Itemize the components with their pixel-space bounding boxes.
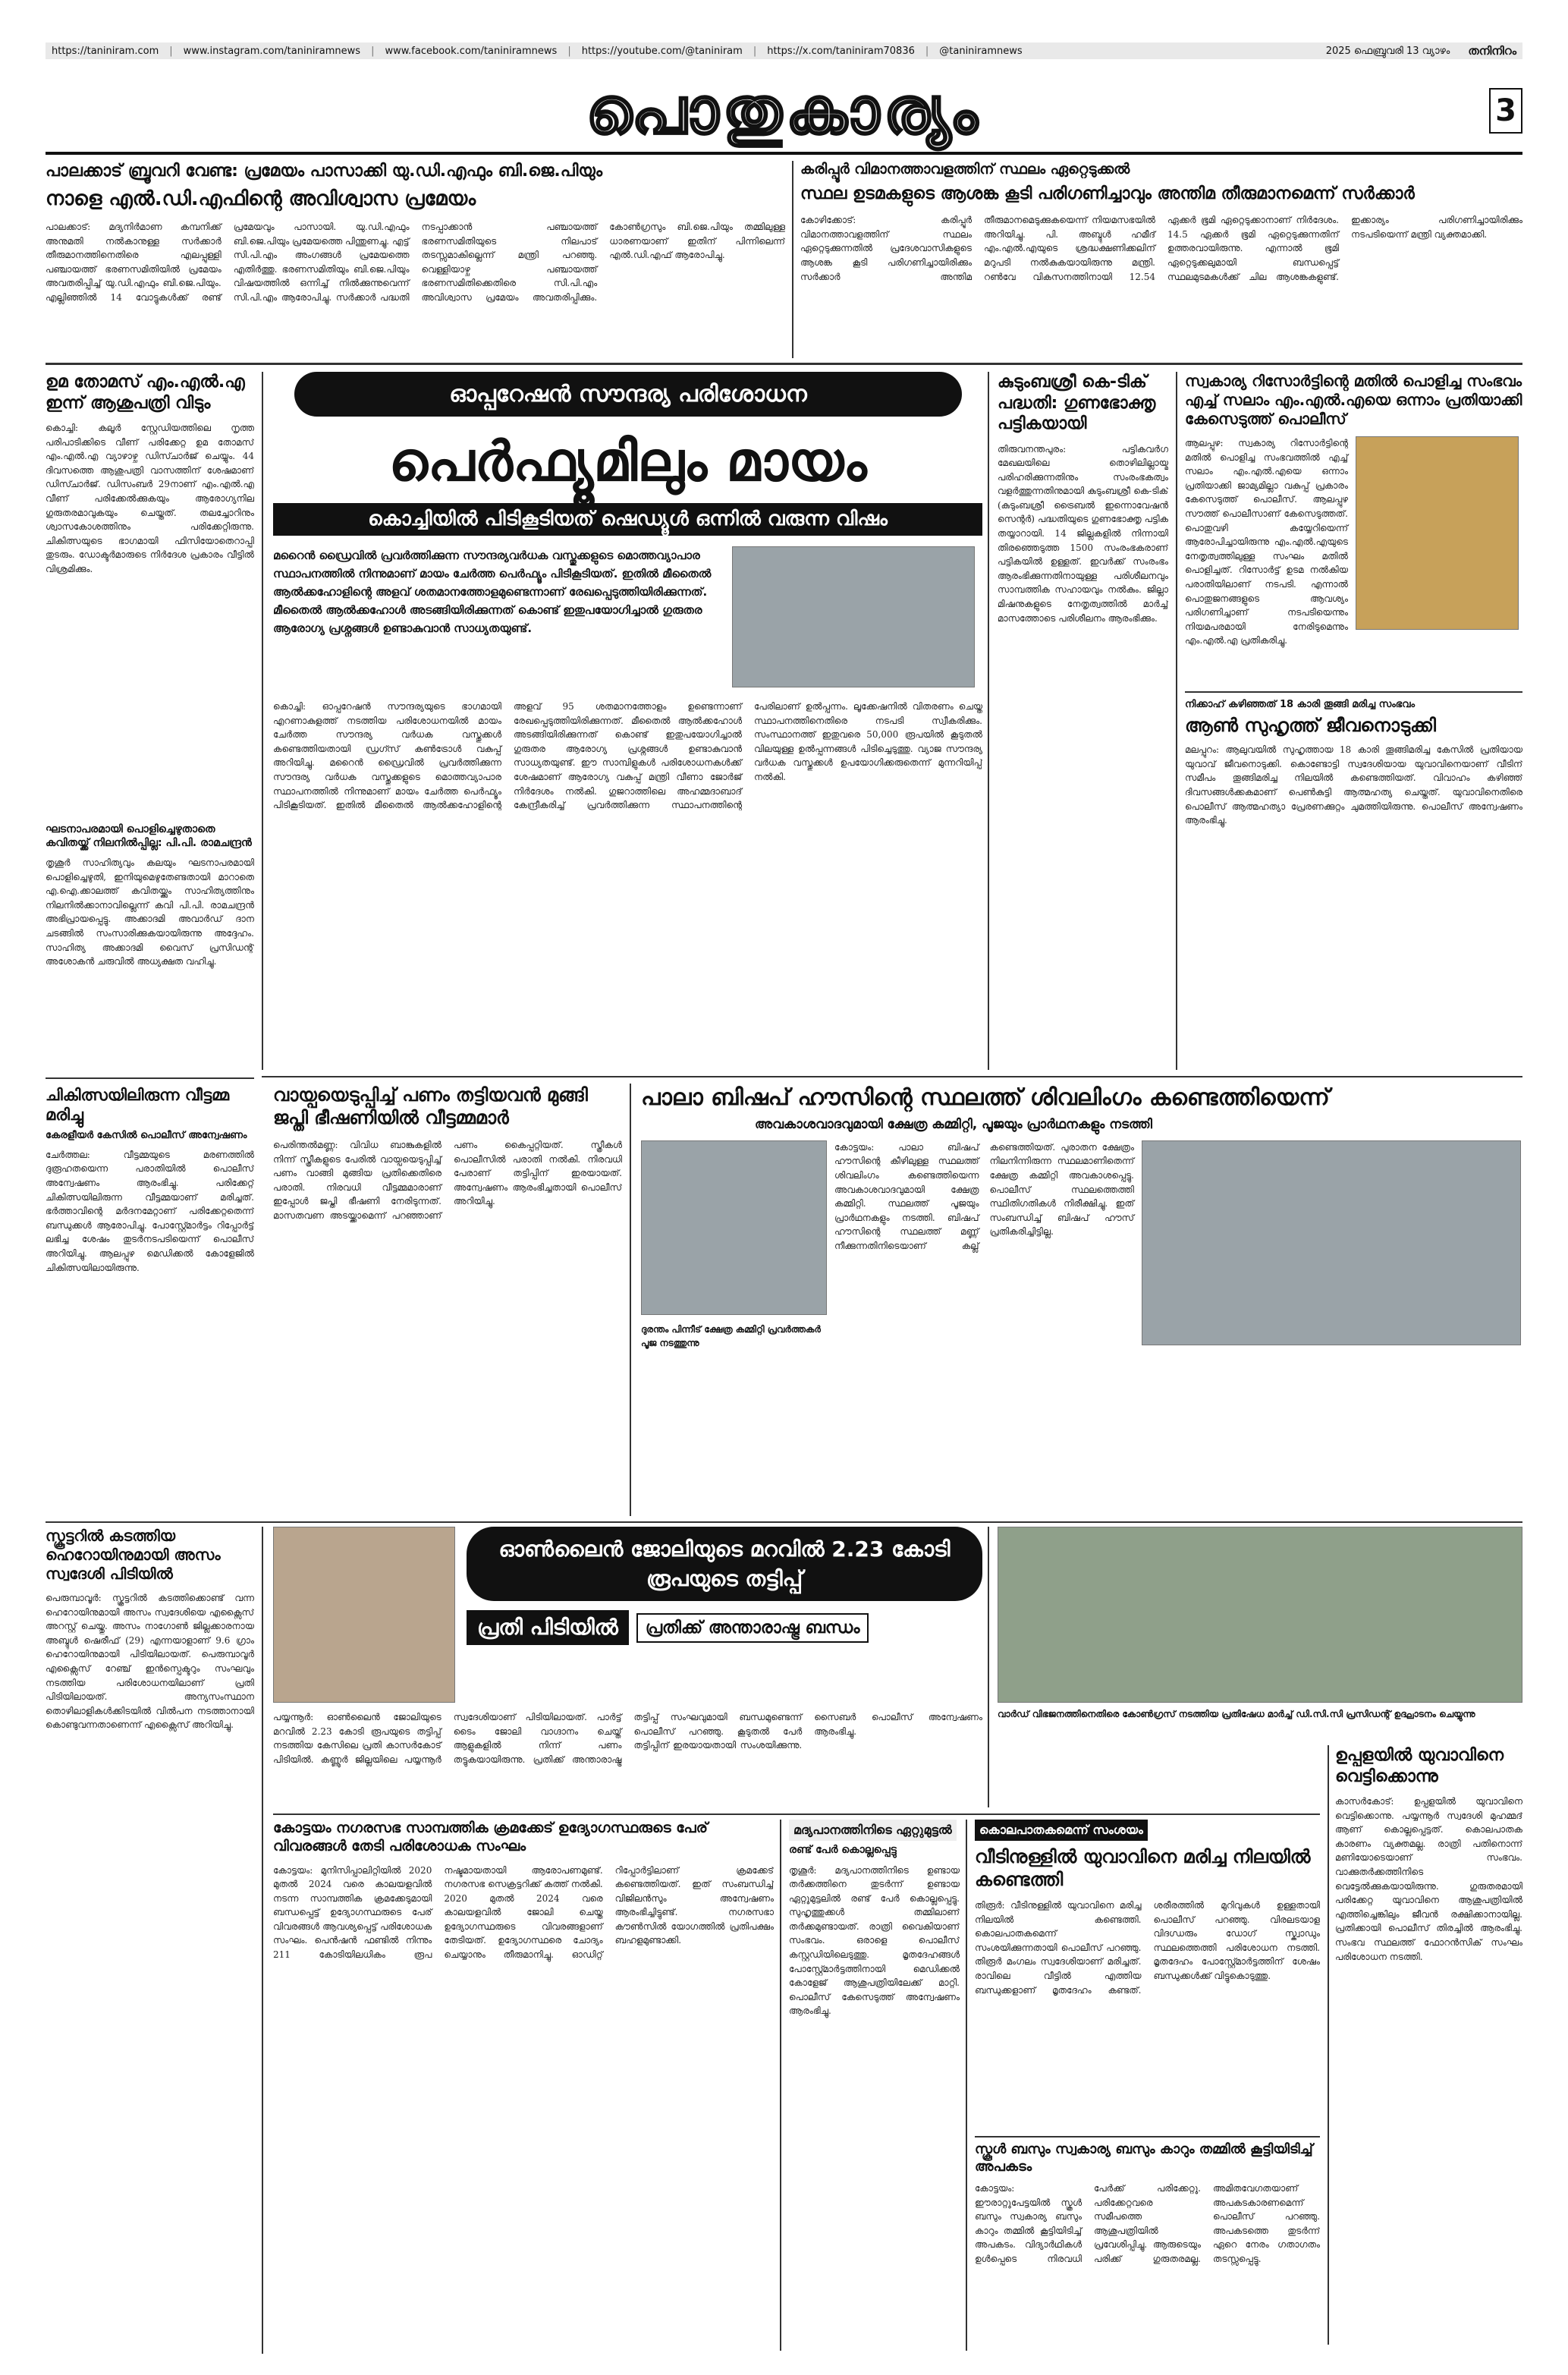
kicker: മദ്യപാനത്തിനിടെ ഏറ്റുമുട്ടൽ [789,1820,957,1841]
article-body: കോട്ടയം: മുനിസിപ്പാലിറ്റിയിൽ 2020 മുതൽ 2024 വരെ കാലയളവിൽ നടന്ന സാമ്പത്തിക ക്രമക്കേടുമായി ബന്ധപ്പെട്ട് ഉദ്യോഗസ്ഥരുടെ പേര് വിവരങ്ങൾ ആവശ്യപ്പെട്ട് പരിശോധക സംഘം. പെൻഷൻ ഫണ്ടിൽ നിന്നും 211 കോടിയിലധികം രൂപ നഷ്ടമായതായി ആരോപണമുണ്ട്. നഗരസഭ സെക്രട്ടറിക്ക് കത്ത് നൽകി. 2020 മുതൽ 2024 വരെ കാലയളവിൽ ജോലി ചെയ്ത ഉദ്യോഗസ്ഥരുടെ വിവരങ്ങളാണ് തേടിയത്. ഉദ്യോഗസ്ഥരെ ചോദ്യം ചെയ്യാനും തീരുമാനിച്ചു. ഓഡിറ്റ് റിപ്പോർട്ടിലാണ് ക്രമക്കേട് കണ്ടെത്തിയത്. ഇത് സംബന്ധിച്ച് വിജിലൻസും അന്വേഷണം ആരംഭിച്ചിട്ടുണ്ട്. നഗരസഭാ കൗൺസിൽ യോഗത്തിൽ പ്രതിപക്ഷം ബഹളമുണ്ടാക്കി. [273,1864,774,1961]
accused-caught-band: പ്രതി പിടിയിൽ [467,1610,629,1645]
youtube-link[interactable]: https://youtube.com/@taniniram [581,45,743,57]
lede-block [273,546,982,690]
headline: ചികിത്സയിലിരുന്ന വീട്ടമ്മ മരിച്ചു [46,1086,230,1125]
headline: സ്കൂട്ടറിൽ കടത്തിയ ഹെറോയിനുമായി അസം സ്വദേശി പിടിയിൽ [46,1527,221,1583]
column-divider [1328,1745,1329,2345]
article-body: കൊച്ചി: കലൂർ സ്റ്റേഡിയത്തിലെ നൃത്ത പരിപാടിക്കിടെ വീണ് പരിക്കേറ്റ ഉമ തോമസ് എം.എൽ.എ വ്യാഴാഴ്ച ഡിസ്ചാർജ് ചെയ്യും. 44 ദിവസത്തെ ആശുപത്രി വാസത്തിന് ശേഷമാണ് ഡിസ്ചാർജ്. ഡിസംബർ 29നാണ് എം.എൽ.എ വീണ് പരിക്കേൽക്കുകയും ആരോഗ്യനില ഗുരുതരമാവുകയും ചെയ്തത്. തലച്ചോറിനും ശ്വാസകോശത്തിനും പരിക്കേറ്റിരുന്നു. ചികിത്സയുടെ ഭാഗമായി ഫിസിയോതെറാപ്പി തുടരും. ഡോക്ടർമാരുടെ നിർദേശ പ്രകാരം വീട്ടിൽ വിശ്രമിക്കും. [46,423,254,574]
column-divider [780,1820,781,2351]
headline: ഉമ തോമസ് എം.എൽ.എ ഇന്ന് ആശുപത്രി വിടും [46,373,245,413]
headline: പാലാ ബിഷപ് ഹൗസിന്റെ സ്ഥലത്ത് ശിവലിംഗം കണ്ടെത്തിയെന്ന് [641,1084,1330,1111]
x-link[interactable]: https://x.com/taniniram70836 [767,45,915,57]
temple-committee-photo [1142,1140,1521,1345]
article-kudumbashree [998,372,1168,1070]
fraud-tags [467,1610,982,1645]
article-h-salam [1185,372,1522,1070]
row-divider [1185,691,1522,693]
article-body: പയ്യന്നൂർ: ഓൺലൈൻ ജോലിയുടെ മറവിൽ 2.23 കോടി രൂപയുടെ തട്ടിപ്പ് നടത്തിയ കേസിലെ പ്രതി കാസർകോട് പിടിയിൽ. കണ്ണൂർ ജില്ലയിലെ പയ്യന്നൂർ സ്വദേശിയാണ് പിടിയിലായത്. പാർട്ട് ടൈം ജോലി വാഗ്ദാനം ചെയ്ത് ആളുകളിൽ നിന്ന് പണം തട്ടുകയായിരുന്നു. പ്രതിക്ക് അന്താരാഷ്ട്ര തട്ടിപ്പ് സംഘവുമായി ബന്ധമുണ്ടെന്ന് പൊലീസ് പറഞ്ഞു. കൂടുതൽ പേർ തട്ടിപ്പിന് ഇരയായതായി സംശയിക്കുന്നു. സൈബർ പൊലീസ് അന്വേഷണം ആരംഭിച്ചു. [273,1712,982,1765]
headline: കുടുംബശ്രീ കെ-ടിക് പദ്ധതി: ഗുണഭോക്തൃ പട്ടികയായി [998,373,1156,433]
article-body: പാലക്കാട്: മദ്യനിർമാണ കമ്പനിക്ക് അനുമതി നൽകാനുള്ള സർക്കാർ തീരുമാനത്തിനെതിരെ എലപ്പുള്ളി പഞ്ചായത്ത് ഭരണസമിതിയിൽ പ്രമേയം അവതരിപ്പിച്ച് യു.ഡി.എഫും ബി.ജെ.പിയും. എല്ലിഞ്ഞിൽ 14 വോട്ടുകൾക്ക് രണ്ട് പ്രമേയവും പാസായി. യു.ഡി.എഫും ബി.ജെ.പിയും പ്രമേയത്തെ പിന്തുണച്ചു. എട്ട് സി.പി.എം അംഗങ്ങൾ പ്രമേയത്തെ എതിർത്തു. ഭരണസമിതിയും ബി.ജെ.പിയും വിഷയത്തിൽ ഒന്നിച്ച് നിൽക്കുന്നുവെന്ന് സി.പി.എം ആരോപിച്ചു. സർക്കാർ പദ്ധതി നടപ്പാക്കാൻ പഞ്ചായത്ത് ഭരണസമിതിയുടെ നിലപാട് തടസ്സമാകില്ലെന്ന് മന്ത്രി പറഞ്ഞു. വെള്ളിയാഴ്ച പഞ്ചായത്ത് ഭരണസമിതിക്കെതിരെ സി.പി.എം അവിശ്വാസ പ്രമേയം അവതരിപ്പിക്കും. കോൺഗ്രസും ബി.ജെ.പിയും തമ്മിലുള്ള ധാരണയാണ് ഇതിന് പിന്നിലെന്ന് എൽ.ഡി.എഫ് ആരോപിച്ചു. [46,222,785,303]
kicker: കൊലപാതകമെന്ന് സംശയം [975,1820,1148,1841]
protest-photo-block [998,1527,1522,1747]
article-pala-bishop-house [641,1084,1522,1516]
row-divider [262,1076,1522,1077]
article-house-death [975,1820,1320,2131]
sub-body: മലപ്പുറം: ആലുവയിൽ സുഹൃത്തായ 18 കാരി തൂങ്ങിമരിച്ച കേസിൽ പ്രതിയായ യുവാവ് ജീവനൊടുക്കി. കൊണ്ടോട്ടി സ്വദേശിയായ യുവാവിനെയാണ് വീടിന് സമീപം തൂങ്ങിമരിച്ച നിലയിൽ കണ്ടെത്തിയത്. വിവാഹം കഴിഞ്ഞ് ദിവസങ്ങൾക്കകമാണ് പെൺകുട്ടി ആത്മഹത്യ ചെയ്തത്. യുവാവിനെതിരെ പൊലീസ് ആത്മഹത്യാ പ്രേരണക്കുറ്റം ചുമത്തിയിരുന്നു. പൊലീസ് അന്വേഷണം ആരംഭിച്ചു. [1185,744,1522,826]
article-uppala [1335,1745,1522,2345]
row-divider [46,1521,1522,1523]
article-uma-thomas [46,372,254,1070]
facebook-link[interactable]: www.facebook.com/taniniramnews [385,45,558,57]
intl-link-tag: പ്രതിക്ക് അന്താരാഷ്ട്ര ബന്ധം [636,1613,869,1644]
article-scooter-heroin [46,1527,254,2354]
column-divider [1176,372,1177,1070]
headline: വായ്പയെടുപ്പിച്ച് പണം തട്ടിയവൻ മുങ്ങി ജപ്തി ഭീഷണിയിൽ വീട്ടമ്മമാർ [273,1084,588,1128]
headline: വീടിനുള്ളിൽ യുവാവിനെ മരിച്ച നിലയിൽ കണ്ടെത്തി [975,1846,1311,1890]
article-body: കോട്ടയം: പാലാ ബിഷപ് ഹൗസിന്റെ കീഴിലുള്ള സ്ഥലത്ത് ശിവലിംഗം കണ്ടെത്തിയെന്ന അവകാശവാദവുമായി ക്ഷേത്ര കമ്മിറ്റി. സ്ഥലത്ത് പൂജയും പ്രാർഥനകളും നടത്തി. ബിഷപ് ഹൗസിന്റെ സ്ഥലത്ത് മണ്ണ് നീക്കുന്നതിനിടെയാണ് കല്ല് കണ്ടെത്തിയത്. പുരാതന ക്ഷേത്രം നിലനിന്നിരുന്ന സ്ഥലമാണിതെന്ന് ക്ഷേത്ര കമ്മിറ്റി അവകാശപ്പെട്ടു. പൊലീസ് സ്ഥലത്തെത്തി സ്ഥിതിഗതികൾ നിരീക്ഷിച്ചു. ഇത് സംബന്ധിച്ച് ബിഷപ് ഹൗസ് പ്രതികരിച്ചിട്ടില്ല. [834,1141,1134,1251]
article-body: തൃശൂർ: മദ്യപാനത്തിനിടെ ഉണ്ടായ തർക്കത്തിനെ തുടർന്ന് ഉണ്ടായ ഏറ്റുമുട്ടലിൽ രണ്ട് പേർ കൊല്ലപ്പെട്ടു. സുഹൃത്തുക്കൾ തമ്മിലാണ് തർക്കമുണ്ടായത്. രാത്രി വൈകിയാണ് സംഭവം. ഒരാളെ പൊലീസ് കസ്റ്റഡിയിലെടുത്തു. മൃതദേഹങ്ങൾ പോസ്റ്റ്മോർട്ടത്തിനായി മെഡിക്കൽ കോളേജ് ആശുപത്രിയിലേക്ക് മാറ്റി. പൊലീസ് കേസെടുത്ത് അന്വേഷണം ആരംഭിച്ചു. [789,1864,960,2017]
section-title: പൊതുകാര്യം [586,73,982,148]
article-liquor-clash [789,1820,960,2351]
headline: പെർഫ്യൂമിലും മായം [388,429,867,493]
photo-caption: വാർഡ് വിഭജനത്തിനെതിരെ കോൺഗ്രസ് നടത്തിയ പ്രതിഷേധ മാർച്ച് ഡി.സി.സി പ്രസിഡന്റ് ഉദ്ഘാടനം ചെയ്യുന്നു [998,1709,1475,1719]
sub-headline: ആൺ സുഹൃത്ത് ജീവനൊടുക്കി [1185,715,1436,737]
row-divider [975,2136,1320,2138]
article-bus-accident [975,2141,1320,2351]
subheadline: കേരളീയർ കേസിൽ പൊലീസ് അന്വേഷണം [46,1129,247,1141]
headline: സ്വകാര്യ റിസോർട്ടിന്റെ മതിൽ പൊളിച്ച സംഭവം എച്ച് സലാം എം.എൽ.എയെ ഒന്നാം പ്രതിയാക്കി കേസെടുത്ത് പൊലീസ് [1185,372,1522,428]
column-divider [262,1527,263,2354]
shivalingam-photo [641,1140,827,1315]
photo-caption: ദുരന്തം പിന്നീട് ക്ഷേത്ര കമ്മിറ്റി പ്രവർത്തകർ പൂജ നടത്തുന്നു [641,1323,821,1348]
separator: | [169,45,173,57]
social-bar [46,42,1522,59]
article-body: പെരുമ്പാവൂർ: സ്കൂട്ടറിൽ കടത്തിക്കൊണ്ട് വന്ന ഹെറോയിനുമായി അസം സ്വദേശിയെ എക്സൈസ് അറസ്റ്റ് ചെയ്തു. അസം നാഗോൺ ജില്ലക്കാരനായ അബ്ദുൾ ഷെരീഫ് (29) എന്നയാളാണ് 9.6 ഗ്രാം ഹെറോയിനുമായി പിടിയിലായത്. പെരുമ്പാവൂർ എക്സൈസ് റേഞ്ച് ഇൻസ്പെക്ടറും സംഘവും നടത്തിയ പരിശോധനയിലാണ് പ്രതി പിടിയിലായത്. അന്യസംസ്ഥാന തൊഴിലാളികൾക്കിടയിൽ വിൽപന നടത്താനായി കൊണ്ടുവന്നതാണെന്ന് എക്സൈസ് അറിയിച്ചു. [46,1593,254,1731]
article-palakkad [46,161,785,358]
article-karipur [800,161,1522,358]
threads-link[interactable]: @taniniramnews [939,45,1023,57]
headline: ഉപ്പളയിൽ യുവാവിനെ വെട്ടിക്കൊന്നു [1335,1746,1504,1786]
column-divider [988,1527,989,1807]
subheadline: ഘടനാപരമായി പൊളിച്ചെഴുതാതെ കവിതയ്ക്ക് നിലനിൽപ്പില്ല: പി.പി. രാമചന്ദ്രൻ [46,823,252,849]
separator: | [753,45,757,57]
article-body: തിരൂർ: വീടിനുള്ളിൽ യുവാവിനെ മരിച്ച നിലയിൽ കണ്ടെത്തി. കൊലപാതകമെന്ന് സംശയിക്കുന്നതായി പൊലീസ് പറഞ്ഞു. തിരൂർ മംഗലം സ്വദേശിയാണ് മരിച്ചത്. രാവിലെ വീട്ടിൽ എത്തിയ ബന്ധുക്കളാണ് മൃതദേഹം കണ്ടത്. ശരീരത്തിൽ മുറിവുകൾ ഉള്ളതായി പൊലീസ് പറഞ്ഞു. വിരലടയാള വിദഗ്ധരും ഡോഗ് സ്ക്വാഡും സ്ഥലത്തെത്തി പരിശോധന നടത്തി. മൃതദേഹം പോസ്റ്റ്മോർട്ടത്തിന് ശേഷം ബന്ധുക്കൾക്ക് വിട്ടുകൊടുത്തു. [975,1900,1320,1996]
subheadline: അവകാശവാദവുമായി ക്ഷേത്ര കമ്മിറ്റി, പൂജയും പ്രാർഥനകളും നടത്തി [755,1116,1152,1132]
row-divider [46,363,1522,365]
headline: കോട്ടയം നഗരസഭ സാമ്പത്തിക ക്രമക്കേട് ഉദ്യോഗസ്ഥരുടെ പേര് വിവരങ്ങൾ തേടി പരിശോധക സംഘം [273,1820,708,1854]
column-divider [966,1820,967,2351]
headline: സ്കൂൾ ബസും സ്വകാര്യ ബസും കാറും തമ്മിൽ കൂട്ടിയിടിച്ച് അപകടം [975,2141,1313,2175]
salam-block [1185,436,1522,687]
fraud-head [467,1527,982,1645]
article-body: ആലപ്പുഴ: സ്വകാര്യ റിസോർട്ടിന്റെ മതിൽ പൊളിച്ച സംഭവത്തിൽ എച്ച് സലാം എം.എൽ.എയെ ഒന്നാം പ്രതിയാക്കി ജാമ്യമില്ലാ വകുപ്പ് പ്രകാരം കേസെടുത്ത് പൊലീസ്. ആലപ്പുഴ സൗത്ത് പൊലീസാണ് കേസെടുത്തത്. പൊതുവഴി കയ്യേറിയെന്ന് ആരോപിച്ചായിരുന്നു എം.എൽ.എയുടെ നേതൃത്വത്തിലുള്ള സംഘം മതിൽ പൊളിച്ചത്. റിസോർട്ട് ഉടമ നൽകിയ പരാതിയിലാണ് നടപടി. എന്നാൽ പൊതുജനങ്ങളുടെ ആവശ്യം പരിഗണിച്ചാണ് നടപടിയെന്നും നിയമപരമായി നേരിടുമെന്നും എം.എൽ.എ പ്രതികരിച്ചു. [1185,438,1348,646]
article-body: കോഴിക്കോട്: കരിപ്പൂർ വിമാനത്താവളത്തിന് സ്ഥലം ഏറ്റെടുക്കുന്നതിൽ പ്രദേശവാസികളുടെ ആശങ്ക കൂടി പരിഗണിച്ചായിരിക്കും സർക്കാർ അന്തിമ തീരുമാനമെടുക്കുകയെന്ന് നിയമസഭയിൽ അറിയിച്ചു. പി. അബ്ദുൾ ഹമീദ് എം.എൽ.എയുടെ ശ്രദ്ധക്ഷണിക്കലിന് മറുപടി നൽകുകയായിരുന്നു മന്ത്രി. റൺവേ വികസനത്തിനായി 12.54 ഏക്കർ ഭൂമി ഏറ്റെടുക്കാനാണ് നിർദേശം. 14.5 ഏക്കർ ഭൂമി ഏറ്റെടുക്കുന്നതിന് ഉത്തരവായിരുന്നു. എന്നാൽ ഭൂമി ഏറ്റെടുക്കലുമായി ബന്ധപ്പെട്ട് സ്ഥലമുടമകൾക്ക് ചില ആശങ്കകളുണ്ട്. ഇക്കാര്യം പരിഗണിച്ചായിരിക്കും നടപടിയെന്ന് മന്ത്രി വ്യക്തമാക്കി. [800,215,1522,282]
separator: | [371,45,375,57]
headline-2: സ്ഥല ഉടമകളുടെ ആശങ്ക കൂടി പരിഗണിച്ചാവും അന്തിമ തീരുമാനമെന്ന് സർക്കാർ [800,184,1415,203]
article-body: കോട്ടയം: ഈരാറ്റുപേട്ടയിൽ സ്കൂൾ ബസും സ്വകാര്യ ബസും കാറും തമ്മിൽ കൂട്ടിയിടിച്ച് അപകടം. വിദ്യാർഥികൾ ഉൾപ്പെടെ നിരവധി പേർക്ക് പരിക്കേറ്റു. പരിക്കേറ്റവരെ സമീപത്തെ ആശുപത്രിയിൽ പ്രവേശിപ്പിച്ചു. ആരുടെയും പരിക്ക് ഗുരുതരമല്ല. അമിതവേഗതയാണ് അപകടകാരണമെന്ന് പൊലീസ് പറഞ്ഞു. അപകടത്തെ തുടർന്ന് ഏറെ നേരം ഗതാഗതം തടസ്സപ്പെട്ടു. [975,2183,1320,2264]
brand-logo: തനിനിറം [1468,44,1516,58]
pala-content [641,1140,1522,1505]
mla-portrait-photo [1356,436,1519,630]
sub-kicker: നിക്കാഹ് കഴിഞ്ഞത് 18 കാരി തൂങ്ങി മരിച്ച സംഭവം [1185,699,1416,710]
protest-march-photo [998,1527,1522,1703]
issue-date: 2025 ഫെബ്രുവരി 13 വ്യാഴം [1325,45,1450,57]
sub-banner: കൊച്ചിയിൽ പിടികൂടിയത് ഷെഡ്യൂൾ ഒന്നിൽ വരുന്ന വിഷം [273,503,982,536]
section-masthead [46,73,1522,149]
row-divider [273,1813,1320,1815]
separator: | [925,45,929,57]
section-banner: ഓപ്പറേഷൻ സൗന്ദര്യ പരിശോധന [294,372,962,417]
masthead-rule [46,152,1522,155]
article-loan [273,1084,622,1516]
article-body: ചേർത്തല: വീട്ടമ്മയുടെ മരണത്തിൽ ദുരൂഹതയെന്ന പരാതിയിൽ പൊലീസ് അന്വേഷണം ആരംഭിച്ചു. പരിക്കേറ്റ് ചികിത്സയിലിരുന്ന വീട്ടമ്മയാണ് മരിച്ചത്. ഭർത്താവിന്റെ മർദനമേറ്റാണ് പരിക്കേറ്റതെന്ന് ബന്ധുക്കൾ ആരോപിച്ചു. പോസ്റ്റ്മോർട്ടം റിപ്പോർട്ട് ലഭിച്ച ശേഷം തുടർനടപടിയെന്ന് പൊലീസ് അറിയിച്ചു. ആലപ്പുഴ മെഡിക്കൽ കോളേജിൽ ചികിത്സയിലായിരുന്നു. [46,1149,254,1273]
article-body: തിരുവനന്തപുരം: പട്ടികവർഗ മേഖലയിലെ തൊഴിലില്ലായ്മ പരിഹരിക്കുന്നതിനും സംരംഭകത്വം വളർത്തുന്നതിനുമായി കുടുംബശ്രീ കെ-ടിക് (കുടുംബശ്രീ ട്രൈബൽ ഇന്നൊവേഷൻ സെന്റർ) പദ്ധതിയുടെ ഗുണഭോക്തൃ പട്ടിക തയ്യാറായി. 14 ജില്ലകളിൽ നിന്നായി തിരഞ്ഞെടുത്ത 1500 സംരംഭകരാണ് പട്ടികയിൽ ഉള്ളത്. ഇവർക്ക് സംരംഭം ആരംഭിക്കുന്നതിനായുള്ള പരിശീലനവും സാമ്പത്തിക സഹായവും നൽകും. ജില്ലാ മിഷനുകളുടെ നേതൃത്വത്തിൽ മാർച്ച് മാസത്തോടെ പരിശീലനം ആരംഭിക്കും. [998,443,1168,624]
article-online-fraud [273,1527,982,1807]
row-divider [46,1077,254,1079]
column-divider [262,372,263,1070]
website-link[interactable]: https://taniniram.com [52,45,159,57]
column-divider [630,1084,631,1516]
article-operation-perfume [273,372,982,1070]
headline: കരിപ്പൂർ വിമാനത്താവളത്തിന് സ്ഥലം ഏറ്റെടുക്കൽ [800,161,1130,178]
column-divider [792,161,793,358]
headline-banner: ഓൺലൈൻ ജോലിയുടെ മറവിൽ 2.23 കോടി രൂപയുടെ തട്ടിപ്പ് [467,1527,982,1601]
page-number: 3 [1489,88,1522,134]
headline: പാലക്കാട് ബ്രൂവറി വേണ്ട: പ്രമേയം പാസാക്കി യു.ഡി.എഫും ബി.ജെ.പിയും [46,162,603,181]
article-kottayam [273,1820,774,2351]
article-body: പെരിന്തൽമണ്ണ: വിവിധ ബാങ്കുകളിൽ നിന്ന് സ്ത്രീകളുടെ പേരിൽ വായ്പയെടുപ്പിച്ച് പണം വാങ്ങി മുങ്ങിയ പ്രതിക്കെതിരെ പരാതി. നിരവധി വീട്ടമ്മമാരാണ് ഇപ്പോൾ ജപ്തി ഭീഷണി നേരിടുന്നത്. മാസതവണ അടയ്ക്കാമെന്ന് പറഞ്ഞാണ് പണം കൈപ്പറ്റിയത്. സ്ത്രീകൾ പൊലീസിൽ പരാതി നൽകി. നിരവധി പേരാണ് തട്ടിപ്പിന് ഇരയായത്. അന്വേഷണം ആരംഭിച്ചതായി പൊലീസ് അറിയിച്ചു. [273,1140,622,1221]
headline: രണ്ട് പേർ കൊല്ലപ്പെട്ടു [789,1844,897,1856]
article-body: കൊച്ചി: ഓപ്പറേഷൻ സൗന്ദര്യയുടെ ഭാഗമായി എറണാകുളത്ത് നടത്തിയ പരിശോധനയിൽ മായം ചേർത്ത സൗന്ദര്യ വർധക വസ്തുക്കൾ കണ്ടെത്തിയതായി ഡ്രഗ്സ് കൺട്രോൾ വകുപ്പ് അറിയിച്ചു. മറൈൻ ഡ്രൈവിൽ പ്രവർത്തിക്കുന്ന സൗന്ദര്യ വർധക വസ്തുക്കളുടെ മൊത്തവ്യാപാര സ്ഥാപനത്തിൽ നിന്നുമാണ് മായം ചേർത്ത പെർഫ്യൂം പിടികൂടിയത്. ഇതിൽ മീതൈൽ ആൽക്കഹോളിന്റെ അളവ് 95 ശതമാനത്തോളം ഉണ്ടെന്നാണ് രേഖപ്പെടുത്തിയിരിക്കുന്നത്. മീതൈൽ ആൽക്കഹോൾ അടങ്ങിയിരിക്കുന്നത് കൊണ്ട് ഇതുപയോഗിച്ചാൽ ഗുരുതര ആരോഗ്യ പ്രശ്നങ്ങൾ ഉണ്ടാകുവാൻ സാധ്യതയുണ്ട്. ഈ സാമ്പിളുകൾ പരിശോധനകൾക്ക് ശേഷമാണ് ആരോഗ്യ വകുപ്പ് മന്ത്രി വീണാ ജോർജ് നിർദേശം നൽകി. ഗുജറാത്തിലെ അഹമ്മദാബാദ് കേന്ദ്രീകരിച്ച് പ്രവർത്തിക്കുന്ന സ്ഥാപനത്തിന്റെ പേരിലാണ് ഉൽപ്പന്നം. ലൂക്കേഷനിൽ വിതരണം ചെയ്ത സ്ഥാപനത്തിനെതിരെ നടപടി സ്വീകരിക്കും. സംസ്ഥാനത്ത് ഇതുവരെ 50,000 രൂപയിൽ കൂടുതൽ വിലയുള്ള ഉൽപ്പന്നങ്ങൾ പിടിച്ചെടുത്തു. വ്യാജ സൗന്ദര്യ വർധക വസ്തുക്കൾ ഉപയോഗിക്കരുതെന്ന് മുന്നറിയിപ്പ് നൽകി. [273,701,982,811]
instagram-link[interactable]: www.instagram.com/taniniramnews [183,45,361,57]
article-body: കാസർകോട്: ഉപ്പളയിൽ യുവാവിനെ വെട്ടിക്കൊന്നു. പയ്യന്നൂർ സ്വദേശി മുഹമ്മദ് ആണ് കൊല്ലപ്പെട്ടത്. കൊലപാതക കാരണം വ്യക്തമല്ല. രാത്രി പതിനൊന്ന് മണിയോടെയാണ് സംഭവം. വാക്കുതർക്കത്തിനിടെ വെട്ടേൽക്കുകയായിരുന്നു. ഗുരുതരമായി പരിക്കേറ്റ യുവാവിനെ ആശുപത്രിയിൽ എത്തിച്ചെങ്കിലും ജീവൻ രക്ഷിക്കാനായില്ല. പ്രതിക്കായി പൊലീസ് തിരച്ചിൽ ആരംഭിച്ചു. സംഭവ സ്ഥലത്ത് ഫോറൻസിക് സംഘം പരിശോധന നടത്തി. [1335,1796,1522,1962]
perfume-shelf-photo [732,546,975,687]
article-body-2: തൃശൂർ സാഹിത്യവും കലയും ഘടനാപരമായി പൊളിച്ചെഴുതി, ഇനിയുമെഴുതേണ്ടതായി മാറാതെ എ.ഐ.ക്കാലത്ത് കവിതയ്ക്കും സാഹിത്യത്തിനും നിലനിൽക്കാനാവില്ലെന്ന് കവി പി.പി. രാമചന്ദ്രൻ അഭിപ്രായപ്പെട്ടു. അക്കാദമി അവാർഡ് ദാന ചടങ്ങിൽ സംസാരിക്കുകയായിരുന്നു അദ്ദേഹം. സാഹിത്യ അക്കാദമി വൈസ് പ്രസിഡന്റ് അശോകൻ ചരുവിൽ അധ്യക്ഷത വഹിച്ചു. [46,857,254,967]
lede: മറൈൻ ഡ്രൈവിൽ പ്രവർത്തിക്കുന്ന സൗന്ദര്യവർധക വസ്തുക്കളുടെ മൊത്തവ്യാപാര സ്ഥാപനത്തിൽ നിന്നുമാണ് മായം ചേർത്ത പെർഫ്യൂം പിടികൂടിയത്. ഇതിൽ മീതൈൽ ആൽക്കഹോളിന്റെ അളവ് ശതമാനത്തോളമുണ്ടെന്നാണ് രേഖപ്പെടുത്തിയിരിക്കുന്നത്. മീതൈൽ ആൽക്കഹോൾ അടങ്ങിയിരിക്കുന്നത് കൊണ്ട് ഇതുപയോഗിച്ചാൽ ഗുരുതര ആരോഗ്യ പ്രശ്നങ്ങൾ ഉണ്ടാകുവാൻ സാധ്യതയുണ്ട്. [273,549,712,635]
separator: | [567,45,571,57]
column-divider [988,372,989,1070]
accused-photo [273,1527,455,1703]
article-chikitsa [46,1077,254,1480]
headline-2: നാളെ എൽ.ഡി.എഫിന്റെ അവിശ്വാസ പ്രമേയം [46,187,476,210]
